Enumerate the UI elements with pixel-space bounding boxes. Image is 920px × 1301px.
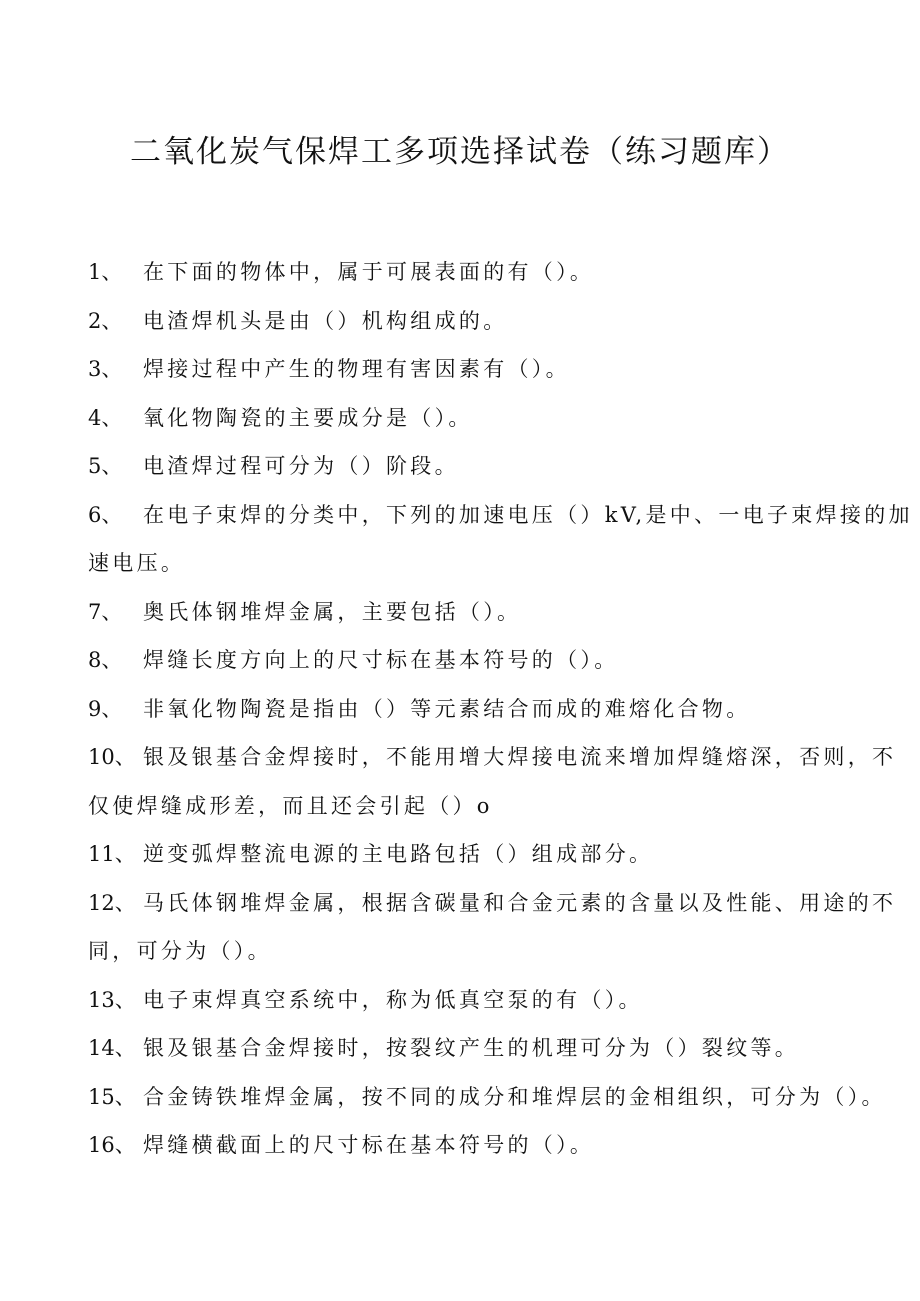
- question-line: [88, 1073, 886, 1122]
- question-text: 在下面的物体中，属于可展表面的有（）。: [143, 260, 595, 284]
- question-item: [88, 345, 833, 394]
- question-list: [88, 248, 913, 1170]
- question-number: 14、: [88, 1036, 136, 1060]
- question-text: 焊缝长度方向上的尺寸标在基本符号的（）。: [143, 648, 619, 672]
- question-line: [88, 297, 833, 346]
- question-item: [88, 1121, 833, 1170]
- question-number: 2、: [88, 308, 123, 333]
- question-number: 16、: [88, 1133, 136, 1157]
- document-title: 二氧化炭气保焊工多项选择试卷（练习题库）: [130, 134, 790, 170]
- question-item: [88, 1073, 886, 1122]
- question-number: 7、: [88, 599, 123, 624]
- question-item: [88, 830, 833, 879]
- question-item: [88, 685, 833, 734]
- question-text: 电子束焊真空系统中，称为低真空泵的有（）。: [143, 987, 643, 1012]
- question-number: 13、: [88, 987, 136, 1012]
- question-item: [88, 394, 833, 443]
- question-line: [88, 394, 833, 443]
- question-item: [88, 248, 833, 297]
- question-item: [88, 1024, 833, 1073]
- question-line: [88, 442, 833, 491]
- question-text: 奥氏体钢堆焊金属，主要包括（）。: [143, 599, 522, 624]
- question-item: [88, 297, 833, 346]
- question-text: 焊缝横截面上的尺寸标在基本符号的（）。: [143, 1133, 595, 1157]
- question-text: 合金铸铁堆焊金属，按不同的成分和堆焊层的金相组织，可分为（）。: [143, 1084, 886, 1109]
- question-line: [88, 1121, 833, 1170]
- question-line: [88, 927, 833, 976]
- question-text: 银及银基合金焊接时，不能用增大焊接电流来增加焊缝熔深，否则，不: [143, 745, 897, 769]
- question-line: [88, 879, 897, 928]
- question-line: [88, 636, 833, 685]
- question-number: 9、: [88, 696, 123, 721]
- question-text: 焊接过程中产生的物理有害因素有（）。: [143, 357, 570, 381]
- question-line: [88, 491, 913, 540]
- question-text: 逆变弧焊整流电源的主电路包括（）组成部分。: [143, 842, 654, 866]
- question-number: 3、: [88, 357, 123, 381]
- question-number: 10、: [88, 745, 136, 769]
- question-number: 1、: [88, 260, 123, 284]
- question-number: 12、: [88, 890, 136, 915]
- question-number: 4、: [88, 405, 123, 430]
- question-line: [88, 976, 833, 1025]
- question-item: [88, 976, 833, 1025]
- question-text: 电渣焊机头是由（）机构组成的。: [143, 308, 508, 333]
- question-number: 5、: [88, 454, 123, 478]
- question-text: 在电子束焊的分类中，下列的加速电压（）kV,是中、一电子束焊接的加: [143, 502, 913, 527]
- question-line: [88, 539, 833, 588]
- question-line: [88, 830, 833, 879]
- question-line: [88, 248, 833, 297]
- question-text: 电渣焊过程可分为（）阶段。: [143, 454, 459, 478]
- question-text: 马氏体钢堆焊金属，根据含碳量和合金元素的含量以及性能、用途的不: [143, 890, 897, 915]
- question-number: 15、: [88, 1084, 136, 1109]
- question-item: [88, 588, 833, 637]
- question-item: [88, 636, 833, 685]
- question-number: 8、: [88, 648, 123, 672]
- question-item: [88, 491, 913, 588]
- question-line: [88, 782, 833, 831]
- question-number: 6、: [88, 502, 123, 527]
- question-item: [88, 733, 897, 830]
- question-number: 11、: [88, 842, 136, 866]
- question-text: 速电压。: [88, 551, 186, 575]
- question-line: [88, 1024, 833, 1073]
- question-text: 同，可分为（）。: [88, 939, 272, 963]
- question-text: 仅使焊缝成形差，而且还会引起（）o: [88, 793, 493, 818]
- question-line: [88, 685, 833, 734]
- question-text: 银及银基合金焊接时，按裂纹产生的机理可分为（）裂纹等。: [143, 1036, 800, 1060]
- question-line: [88, 733, 897, 782]
- question-text: 氧化物陶瓷的主要成分是（）。: [143, 405, 473, 430]
- question-item: [88, 879, 897, 976]
- question-item: [88, 442, 833, 491]
- question-text: 非氧化物陶瓷是指由（）等元素结合而成的难熔化合物。: [143, 696, 751, 721]
- question-line: [88, 345, 833, 394]
- question-line: [88, 588, 833, 637]
